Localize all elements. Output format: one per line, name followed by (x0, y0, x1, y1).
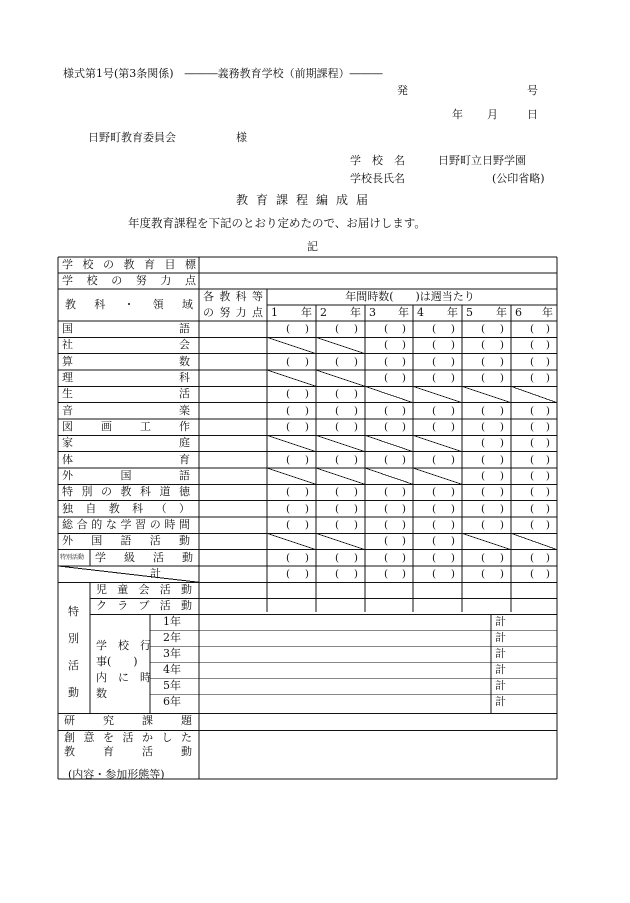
hours-cell-11-3[interactable]: ( ) (384, 502, 406, 515)
row-label-12: 総 合 的 な 学 習 の 時 間 (62, 517, 190, 531)
hours-cell-12-4[interactable]: ( ) (432, 518, 455, 531)
na-diagonal (267, 435, 316, 451)
hours-cell-5-5[interactable]: ( ) (481, 404, 504, 417)
hours-cell-1-4[interactable]: ( ) (432, 339, 455, 352)
hours-cell-4-2[interactable]: ( ) (335, 388, 358, 401)
hours-cell-1-3[interactable]: ( ) (384, 339, 406, 352)
creative-label-2: 教 育 活 動 (64, 745, 192, 759)
hours-cell-3-3[interactable]: ( ) (384, 371, 406, 384)
hours-cell-0-1[interactable]: ( ) (286, 323, 309, 335)
na-diagonal (267, 370, 316, 386)
effort-row-label: 学 校 の 努 力 点 (62, 274, 196, 287)
row-label-total: 計 (150, 566, 161, 580)
subject-header: 教 科 ・ 領 域 (65, 298, 193, 311)
goal-row-label: 学 校 の 教 育 目 標 (62, 258, 196, 271)
hours-cell-14-3[interactable]: ( ) (384, 551, 406, 564)
hours-cell-5-6[interactable]: ( ) (530, 404, 550, 417)
hours-cell-9-5[interactable]: ( ) (481, 469, 504, 482)
gyoji-total-1: 計 (495, 615, 506, 629)
hours-cell-2-4[interactable]: ( ) (432, 355, 455, 368)
grade-header-5: 5 年 (466, 306, 507, 319)
ki-label: 記 (307, 240, 318, 253)
na-diagonal (365, 386, 413, 402)
effort-col-header-2: の 努 力 点 (203, 306, 263, 319)
research-theme-label: 研 究 課 題 (64, 714, 192, 728)
hours-cell-10-4[interactable]: ( ) (432, 486, 455, 499)
go-label: 号 (527, 84, 538, 97)
tokubetsu-char-1: 別 (68, 632, 79, 646)
day-label: 日 (527, 108, 538, 121)
addressee-honorific: 様 (236, 131, 247, 144)
row-label-6: 図 画 工 作 (62, 419, 190, 433)
gyoji-grade-1: 1年 (163, 615, 181, 629)
principal-note: (公印省略) (492, 172, 545, 185)
hours-cell-12-3[interactable]: ( ) (384, 518, 406, 531)
document-title: 教育課程編成届 (236, 193, 377, 207)
month-label: 月 (487, 108, 498, 121)
row-label-5: 音 楽 (62, 403, 190, 417)
hours-cell-8-3[interactable]: ( ) (384, 453, 406, 466)
hours-cell-10-1[interactable]: ( ) (286, 486, 309, 499)
row-label-7: 家 庭 (62, 436, 190, 450)
gyoji-grade-2: 2年 (163, 631, 181, 645)
row-label-14: 学 級 活 動 (95, 550, 193, 564)
effort-col-header: 各 教 科 等 (203, 290, 263, 303)
na-diagonal (316, 533, 365, 549)
hours-header: 年間時数( )は週当たり (345, 290, 475, 303)
hours-cell-0-6[interactable]: ( ) (530, 323, 550, 335)
hours-cell-14-5[interactable]: ( ) (481, 551, 504, 564)
hours-cell-10-3[interactable]: ( ) (384, 486, 406, 499)
hours-cell-5-4[interactable]: ( ) (432, 404, 455, 417)
hours-cell-10-6[interactable]: ( ) (530, 486, 550, 499)
hours-cell-11-6[interactable]: ( ) (530, 502, 550, 515)
year-label: 年 (452, 108, 463, 121)
hours-cell-15-2[interactable]: ( ) (335, 567, 358, 580)
hours-cell-8-6[interactable]: ( ) (530, 453, 550, 466)
creative-label-3: (内容・参加形態等) (68, 768, 165, 782)
school-label: 学校名 (350, 154, 416, 167)
grade-header-1: 1 年 (271, 306, 312, 319)
hours-cell-8-5[interactable]: ( ) (481, 453, 504, 466)
gyoji-total-2: 計 (495, 631, 506, 645)
na-diagonal (267, 533, 316, 549)
hours-cell-8-1[interactable]: ( ) (286, 453, 309, 466)
grade-header-2: 2 年 (320, 306, 361, 319)
tokubetsu-char-3: 動 (68, 686, 79, 700)
hours-cell-7-6[interactable]: ( ) (530, 437, 550, 450)
gyoji-label-1: 事( ) (96, 655, 138, 669)
na-diagonal (462, 386, 511, 402)
hours-cell-12-5[interactable]: ( ) (481, 518, 504, 531)
hours-cell-12-1[interactable]: ( ) (286, 518, 309, 531)
row-label-9: 外 国 語 (62, 468, 190, 482)
hours-cell-3-5[interactable]: ( ) (481, 371, 504, 384)
hours-cell-0-3[interactable]: ( ) (384, 323, 406, 335)
tokkatsu-prefix: 特別活動 (60, 553, 85, 561)
hours-cell-15-5[interactable]: ( ) (481, 567, 504, 580)
na-diagonal (316, 337, 365, 353)
na-diagonal (365, 468, 413, 484)
row-label-0: 国 語 (62, 322, 190, 335)
na-diagonal (267, 468, 316, 484)
school-name: 日野町立日野学園 (438, 154, 526, 167)
hours-cell-10-5[interactable]: ( ) (481, 486, 504, 499)
hours-cell-6-6[interactable]: ( ) (530, 420, 550, 433)
na-diagonal (316, 370, 365, 386)
gyoji-label-3: 数 (96, 687, 107, 701)
hours-cell-2-2[interactable]: ( ) (335, 355, 358, 368)
na-diagonal (511, 533, 557, 549)
na-diagonal (413, 386, 462, 402)
hours-cell-11-5[interactable]: ( ) (481, 502, 504, 515)
jidokai-label: 児 童 会 活 動 (96, 583, 192, 597)
tokubetsu-char-0: 特 (68, 605, 79, 619)
hours-cell-13-3[interactable]: ( ) (384, 535, 406, 548)
hours-cell-11-4[interactable]: ( ) (432, 502, 455, 515)
hours-cell-0-5[interactable]: ( ) (481, 323, 504, 335)
hours-cell-6-5[interactable]: ( ) (481, 420, 504, 433)
hours-cell-0-2[interactable]: ( ) (335, 323, 358, 335)
creative-label-1: 創 意 を 活 か し た (64, 731, 192, 745)
hours-cell-12-6[interactable]: ( ) (530, 518, 550, 531)
gyoji-total-5: 計 (495, 679, 506, 693)
na-diagonal (316, 435, 365, 451)
na-diagonal (365, 435, 413, 451)
hours-cell-3-6[interactable]: ( ) (530, 371, 550, 384)
hours-cell-11-1[interactable]: ( ) (286, 502, 309, 515)
gyoji-total-6: 計 (495, 695, 506, 709)
hours-cell-7-5[interactable]: ( ) (481, 437, 504, 450)
hours-cell-6-1[interactable]: ( ) (286, 420, 309, 433)
hours-cell-1-5[interactable]: ( ) (481, 339, 504, 352)
hours-cell-0-4[interactable]: ( ) (432, 323, 455, 335)
hours-cell-2-3[interactable]: ( ) (384, 355, 406, 368)
gyoji-grade-5: 5年 (163, 679, 181, 693)
na-diagonal (413, 468, 462, 484)
hours-cell-8-2[interactable]: ( ) (335, 453, 358, 466)
hours-cell-4-1[interactable]: ( ) (286, 388, 309, 401)
hours-cell-1-6[interactable]: ( ) (530, 339, 550, 352)
hours-cell-6-3[interactable]: ( ) (384, 420, 406, 433)
club-label: ク ラ ブ 活 動 (96, 599, 192, 613)
hours-cell-5-3[interactable]: ( ) (384, 404, 406, 417)
grade-header-4: 4 年 (417, 306, 458, 319)
gyoji-grade-3: 3年 (163, 647, 181, 661)
gyoji-label-2: 内 に 時 (96, 671, 151, 685)
hours-cell-14-2[interactable]: ( ) (335, 551, 358, 564)
hours-cell-15-3[interactable]: ( ) (384, 567, 406, 580)
row-label-13: 外 国 語 活 動 (62, 534, 190, 548)
hours-cell-2-5[interactable]: ( ) (481, 355, 504, 368)
na-diagonal (511, 386, 557, 402)
total-diagonal (58, 566, 199, 582)
na-diagonal (316, 468, 365, 484)
row-label-1: 社 会 (62, 338, 190, 352)
hours-cell-8-4[interactable]: ( ) (432, 453, 455, 466)
hours-cell-14-6[interactable]: ( ) (530, 551, 550, 564)
tokubetsu-char-2: 活 (68, 659, 79, 673)
grade-header-3: 3 年 (369, 306, 409, 319)
hours-cell-9-6[interactable]: ( ) (530, 469, 550, 482)
hours-cell-14-1[interactable]: ( ) (286, 551, 309, 564)
addressee: 日野町教育委員会 (88, 131, 176, 144)
gyoji-grade-4: 4年 (163, 663, 181, 677)
hours-cell-13-4[interactable]: ( ) (432, 535, 455, 548)
hours-cell-11-2[interactable]: ( ) (335, 502, 358, 515)
hours-cell-6-4[interactable]: ( ) (432, 420, 455, 433)
grade-header-6: 6 年 (515, 306, 553, 319)
hours-cell-15-6[interactable]: ( ) (530, 567, 550, 580)
ban-label: 発 (397, 84, 408, 97)
hours-cell-5-2[interactable]: ( ) (335, 404, 358, 417)
principal-label: 学校長氏名 (350, 172, 405, 185)
hours-cell-2-1[interactable]: ( ) (286, 355, 309, 368)
hours-cell-10-2[interactable]: ( ) (335, 486, 358, 499)
row-label-11: 独 自 教 科 （ ） (62, 501, 190, 515)
row-label-4: 生 活 (62, 387, 190, 401)
hours-cell-14-4[interactable]: ( ) (432, 551, 455, 564)
gyoji-total-4: 計 (495, 663, 506, 677)
row-label-10: 特 別 の 教 科 道 徳 (62, 485, 190, 499)
hours-cell-12-2[interactable]: ( ) (335, 518, 358, 531)
gyoji-grade-6: 6年 (163, 695, 181, 709)
form-number: 様式第1号(第3条関係) ―――義務教育学校（前期課程）――― (63, 67, 383, 80)
row-label-2: 算 数 (62, 354, 190, 368)
hours-cell-5-1[interactable]: ( ) (286, 404, 309, 417)
row-label-3: 理 科 (62, 370, 190, 384)
gyoji-total-3: 計 (495, 647, 506, 661)
na-diagonal (267, 337, 316, 353)
intro-text: 年度教育課程を下記のとおり定めたので、お届けします。 (128, 216, 426, 230)
gyoji-label-0: 学 校 行 (96, 639, 151, 653)
hours-cell-6-2[interactable]: ( ) (335, 420, 358, 433)
hours-cell-15-4[interactable]: ( ) (432, 567, 455, 580)
na-diagonal (462, 533, 511, 549)
hours-cell-3-4[interactable]: ( ) (432, 371, 455, 384)
row-label-8: 体 育 (62, 452, 190, 466)
na-diagonal (413, 435, 462, 451)
hours-cell-2-6[interactable]: ( ) (530, 355, 550, 368)
hours-cell-15-1[interactable]: ( ) (286, 567, 309, 580)
